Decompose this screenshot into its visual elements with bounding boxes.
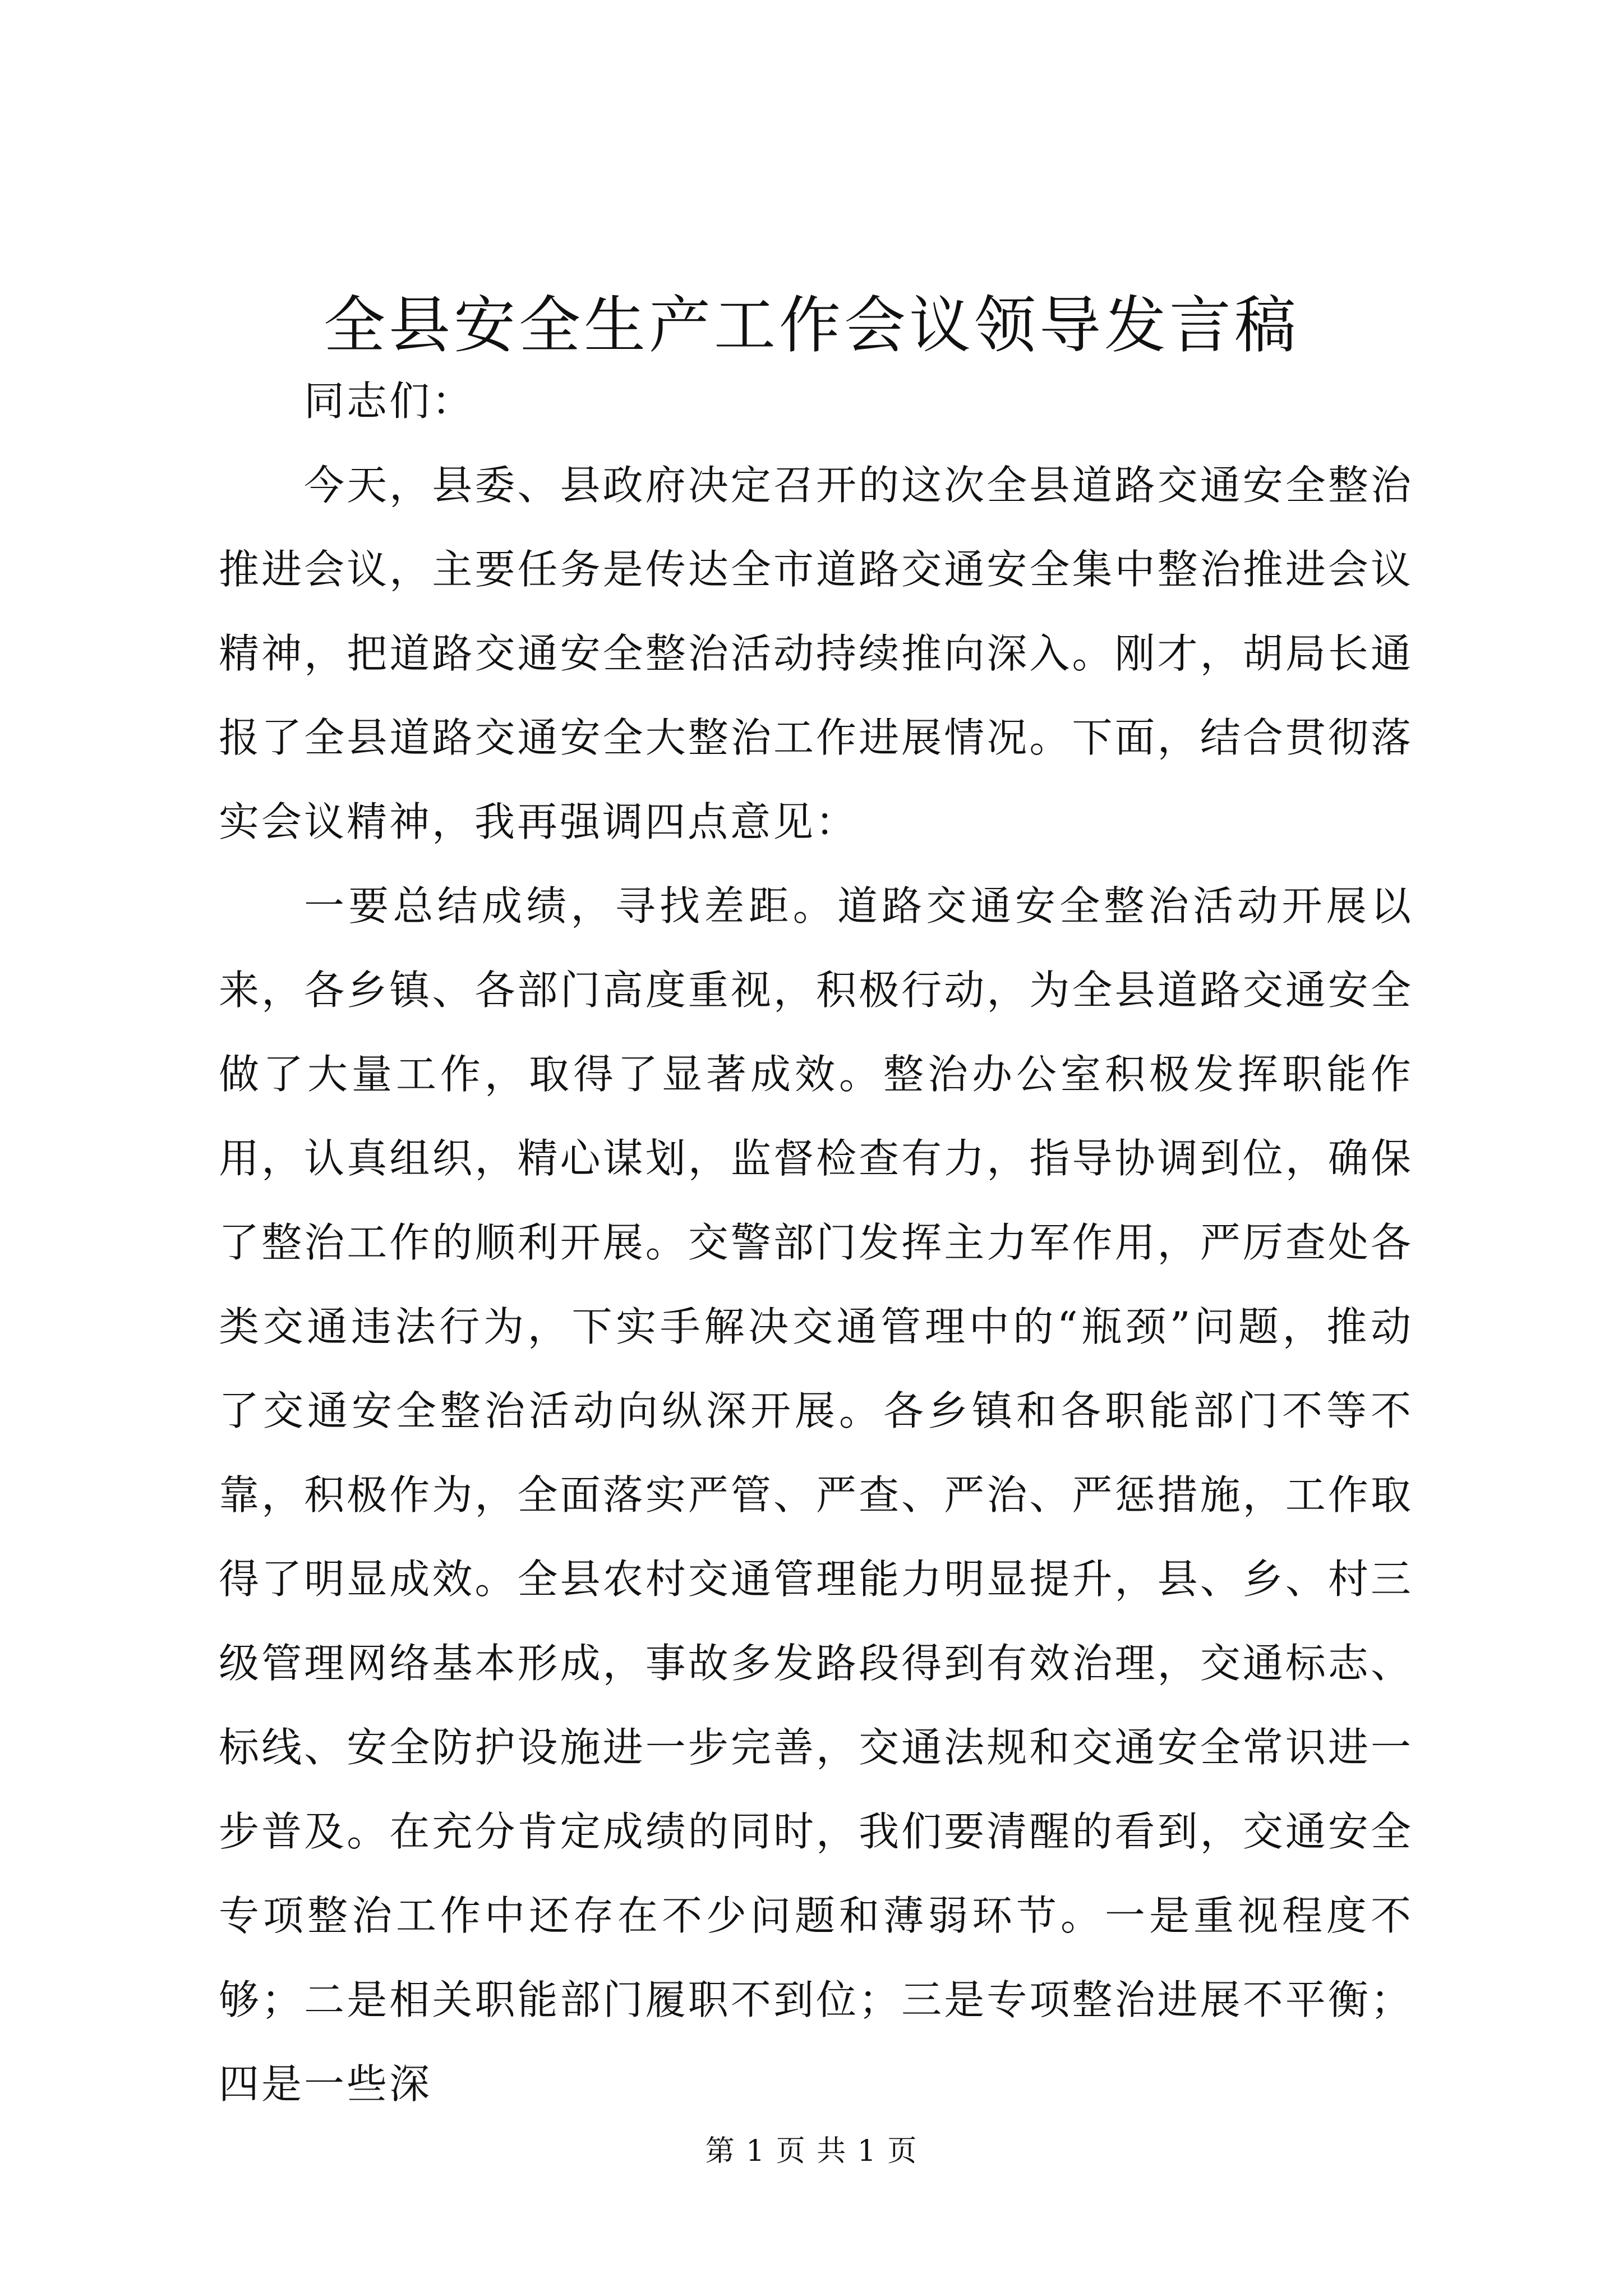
document-body — [219, 359, 1413, 2126]
page-footer: 第 1 页 共 1 页 — [705, 2134, 918, 2168]
document-title: 全县安全生产工作会议领导发言稿 — [324, 289, 1299, 361]
salutation: 同志们： — [304, 378, 475, 425]
paragraph-1: 今天，县委、县政府决定召开的这次全县道路交通安全整治推进会议，主要任务是传达全市道路交通安全集中整治推进会议精神，把道路交通安全整治活动持续推向深入。刚才，胡局长通报了全县道路交通安全大整治工作进展情况。下面，结合贯彻落实会议精神，我再强调四点意见： — [219, 462, 1413, 845]
paragraph-2: 一要总结成绩，寻找差距。道路交通安全整治活动开展以来，各乡镇、各部门高度重视，积极行动，为全县道路交通安全做了大量工作，取得了显著成效。整治办公室积极发挥职能作用，认真组织，精心谋划，监督检查有力，指导协调到位，确保了整治工作的顺利开展。交警部门发挥主力军作用，严厉查处各类交通违法行为，下实手解决交通管理中的“瓶颈”问题，推动了交通安全整治活动向纵深开展。各乡镇和各职能部门不等不靠，积极作为，全面落实严管、严查、严治、严惩措施，工作取得了明显成效。全县农村交通管理能力明显提升，县、乡、村三级管理网络基本形成，事故多发路段得到有效治理，交通标志、标线、安全防护设施进一步完善，交通法规和交通安全常识进一步普及。在充分肯定成绩的同时，我们要清醒的看到，交通安全专项整治工作中还存在不少问题和薄弱环节。一是重视程度不够；二是相关职能部门履职不到位；三是专项整治进展不平衡；四是一些深 — [219, 882, 1413, 2108]
